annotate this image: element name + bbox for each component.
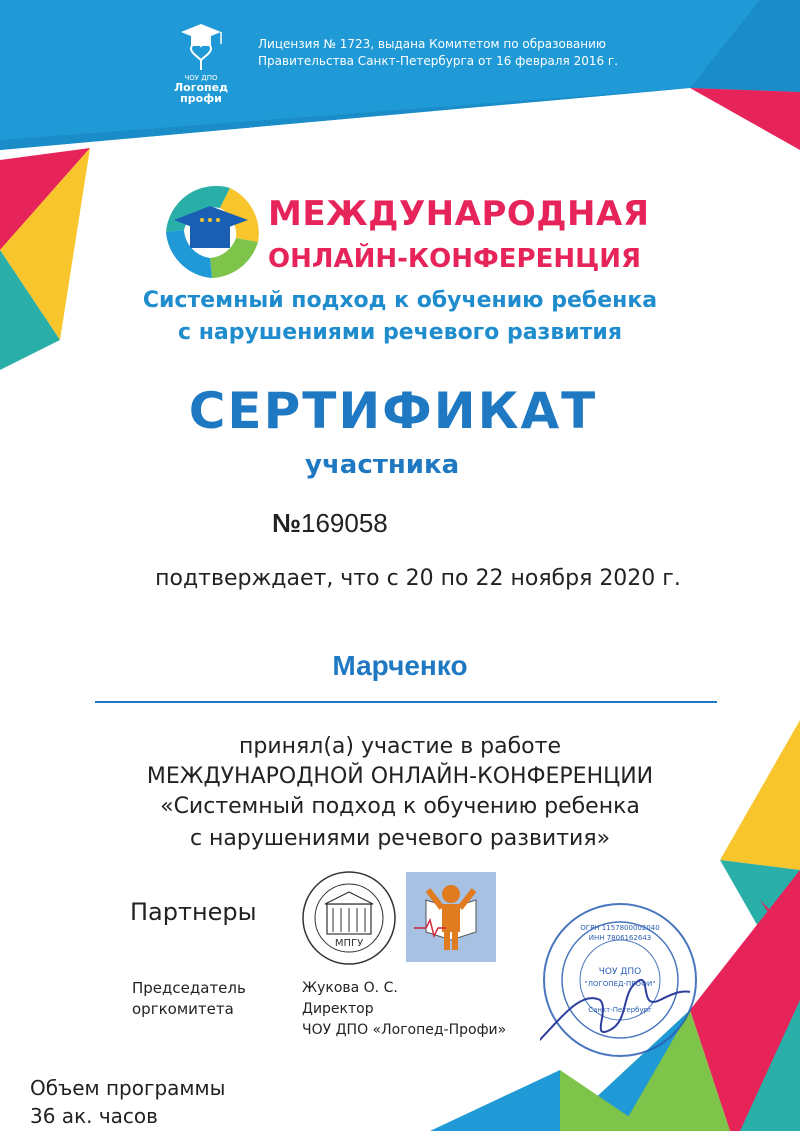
chair-line2: оргкомитета <box>132 1000 234 1018</box>
chair-line1: Председатель <box>132 979 246 997</box>
stamp-center-line1: ЧОУ ДПО <box>598 967 642 977</box>
chair-label <box>132 978 246 1020</box>
participation-line1: принял(а) участие в работе <box>239 734 561 759</box>
director-org: ЧОУ ДПО «Логопед-Профи» <box>302 1022 507 1038</box>
graduation-cap-icon <box>166 18 236 74</box>
conference-subtitle-line2: с нарушениями речевого развития <box>178 320 622 345</box>
license-line1: Лицензия № 1723, выдана Комитетом по образованию <box>258 37 606 51</box>
program-volume-line1: Объем программы <box>30 1076 226 1100</box>
confirm-text: подтверждает, что с 20 по 22 ноября 2020 г. <box>155 566 681 591</box>
conference-logo <box>166 186 259 278</box>
official-stamp <box>540 900 700 1060</box>
mpgu-text: МПГУ <box>334 938 364 949</box>
name-underline <box>95 701 717 703</box>
speech-child-logo <box>406 872 496 962</box>
conference-title-line1: МЕЖДУНАРОДНАЯ <box>268 194 650 234</box>
stamp-center-line2: "ЛОГОПЕД-ПРОФИ" <box>584 980 656 988</box>
mpgu-logo <box>301 870 397 966</box>
stamp-inn: ИНН 7806162643 <box>588 934 652 942</box>
license-text <box>258 36 618 70</box>
program-volume <box>30 1074 225 1130</box>
recipient-name: Марченко <box>332 650 468 681</box>
certificate-title: СЕРТИФИКАТ <box>188 382 598 440</box>
school-logo <box>166 18 236 105</box>
logo-name-line1: Логопед <box>174 81 228 94</box>
conference-title-line2: ОНЛАЙН-КОНФЕРЕНЦИЯ <box>268 244 642 274</box>
number-sign: № <box>272 508 301 538</box>
director-block <box>302 978 506 1041</box>
number-value: 169058 <box>300 508 388 538</box>
participation-line4: с нарушениями речевого развития» <box>189 826 611 851</box>
participation-line2: МЕЖДУНАРОДНОЙ ОНЛАЙН-КОНФЕРЕНЦИИ <box>146 764 654 789</box>
partners-label: Партнеры <box>130 898 257 926</box>
program-volume-line2: 36 ак. часов <box>30 1104 158 1128</box>
stamp-ogrn: ОГРН 1157800002040 <box>580 924 660 932</box>
director-name: Жукова О. С. <box>302 980 398 996</box>
participation-line3: «Системный подход к обучению ребенка <box>160 794 640 819</box>
certificate-subtitle: участника <box>305 450 460 480</box>
logo-name-line2: профи <box>180 92 222 105</box>
license-line2: Правительства Санкт-Петербурга от 16 февраля 2016 г. <box>258 54 619 68</box>
logo-chou-text: ЧОУ ДПО <box>184 74 218 82</box>
stamp-city: Санкт-Петербург <box>588 1006 652 1014</box>
director-title: Директор <box>302 1001 374 1017</box>
certificate-number <box>272 508 388 539</box>
conference-subtitle-line1: Системный подход к обучению ребенка <box>142 288 658 313</box>
